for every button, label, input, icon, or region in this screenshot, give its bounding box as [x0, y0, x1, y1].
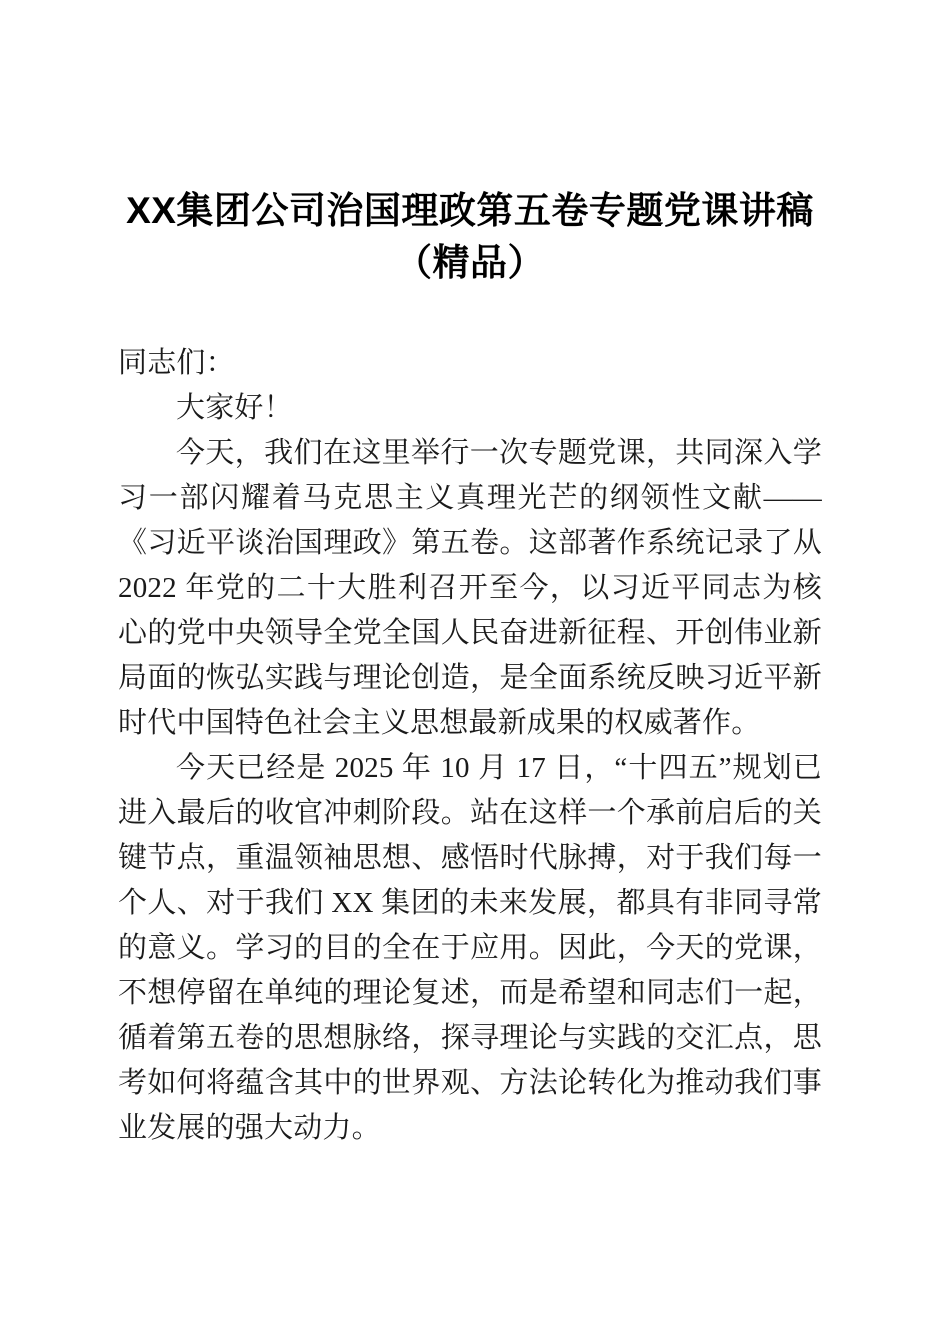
body-paragraph-2: 今天已经是 2025 年 10 月 17 日，“十四五”规划已进入最后的收官冲刺阶段。站在这样一个承前启后的关键节点，重温领袖思想、感悟时代脉搏，对于我们每一个人、对于我们 XX 集团的未来发展，都具有非同寻常的意义。学习的目的全在于应用。因此，今天的党课，不想停留在单纯的理论复述，而是希望和同志们一起，循着第五卷的思想脉络，探寻理论与实践的交汇点，思考如何将蕴含其中的世界观、方法论转化为推动我们事业发展的强大动力。 — [118, 752, 822, 1144]
greeting-line: 大家好！ — [176, 392, 293, 424]
document-body — [118, 341, 822, 1151]
document-content — [118, 0, 822, 1151]
page-title: XX集团公司治国理政第五卷专题党课讲稿（精品） — [126, 190, 814, 283]
salutation-line: 同志们： — [118, 347, 235, 379]
body-paragraph-1: 今天，我们在这里举行一次专题党课，共同深入学习一部闪耀着马克思主义真理光芒的纲领性文献——《习近平谈治国理政》第五卷。这部著作系统记录了从 2022 年党的二十大胜利召开至今，以习近平同志为核心的党中央领导全党全国人民奋进新征程、开创伟业新局面的恢弘实践与理论创造，是全面系统反映习近平新时代中国特色社会主义思想最新成果的权威著作。 — [118, 437, 822, 739]
